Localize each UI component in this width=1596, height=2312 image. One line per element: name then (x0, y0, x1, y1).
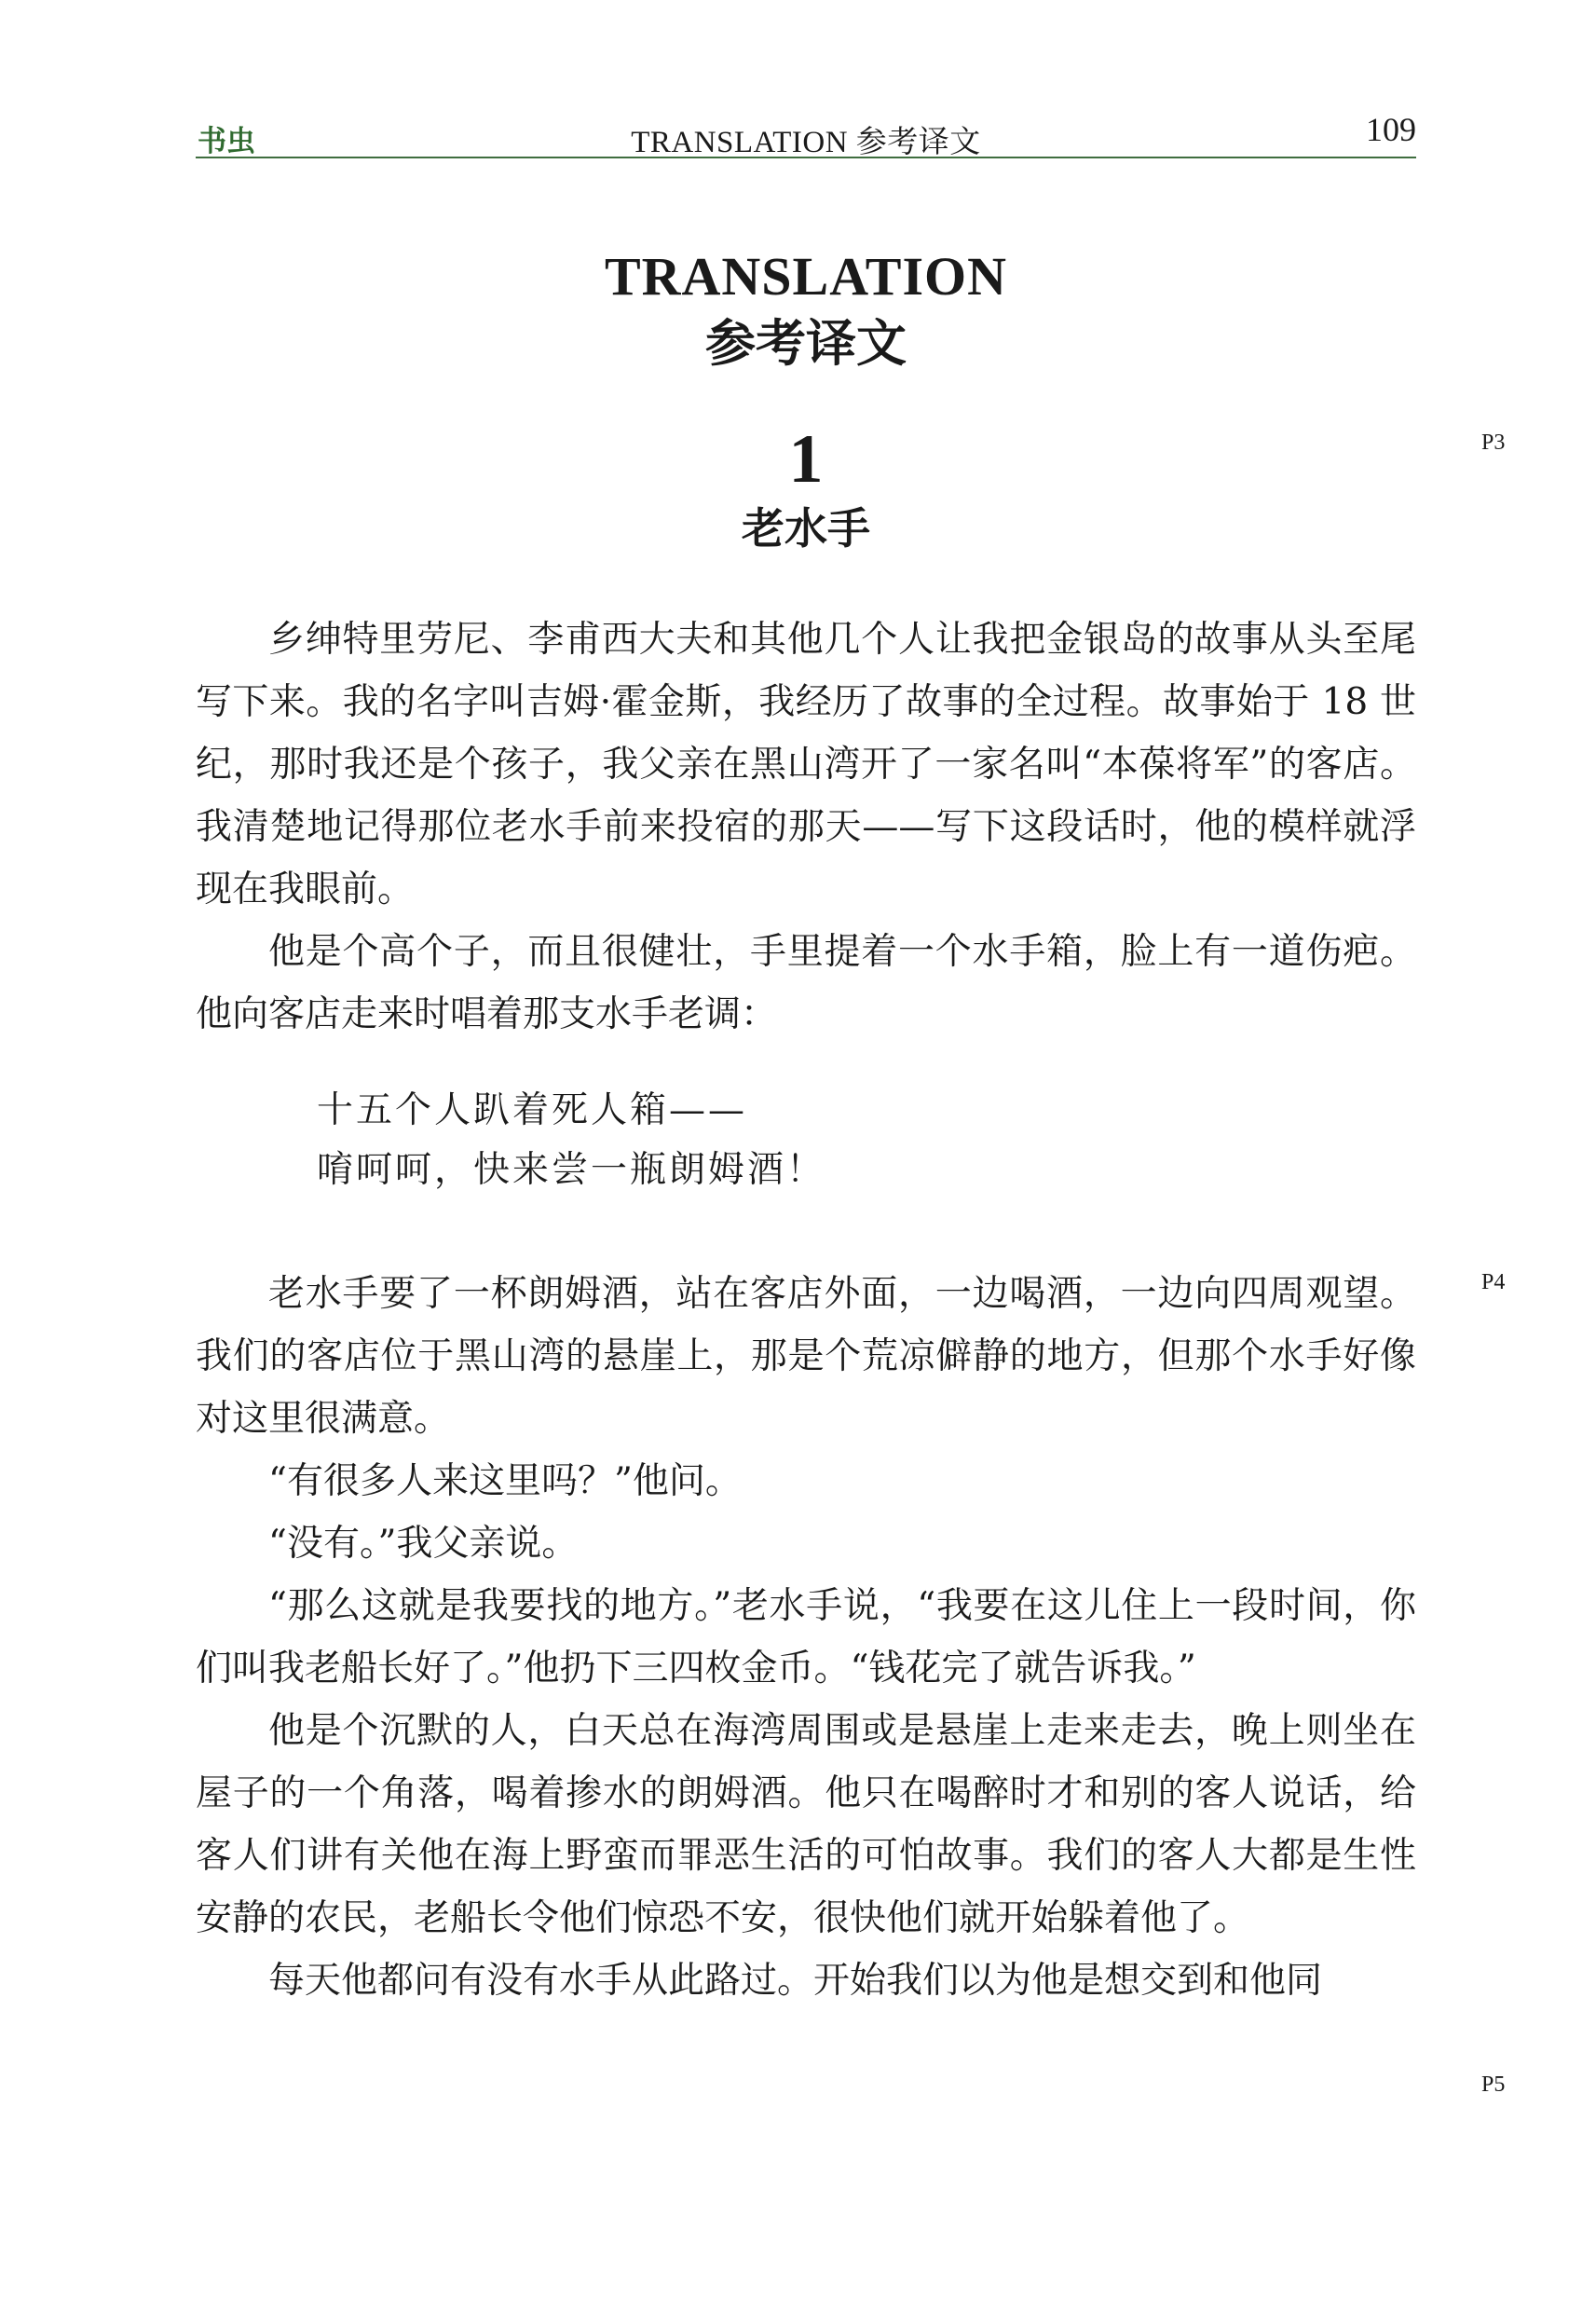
page-number: 109 (1366, 111, 1416, 148)
running-header (196, 110, 1416, 158)
margin-note-p3: P3 (1481, 431, 1506, 455)
verse-line: 唷呵呵，快来尝一瓶朗姆酒！ (317, 1149, 826, 1191)
title-english: TRANSLATION (604, 246, 1008, 307)
paragraph: 他是个高个子，而且很健壮，手里提着一个水手箱，脸上有一道伤疤。他向客店走来时唱着那支水手老调： (196, 931, 1416, 1035)
paragraph: 他是个沉默的人，白天总在海湾周围或是悬崖上走来走去，晚上则坐在屋子的一个角落，喝着掺水的朗姆酒。他只在喝醉时才和别的客人说话，给客人们讲有关他在海上野蛮而罪恶生活的可怕故事。我们的客人大都是生性安静的农民，老船长令他们惊恐不安，很快他们就开始躲着他了。 (196, 1710, 1416, 1939)
paragraph: 每天他都问有没有水手从此路过。开始我们以为他是想交到和他同 (268, 1960, 1323, 2002)
paragraph: 乡绅特里劳尼、李甫西大夫和其他几个人让我把金银岛的故事从头至尾写下来。我的名字叫吉姆·霍金斯，我经历了故事的全过程。故事始于 18 世纪，那时我还是个孩子，我父亲在黑山湾开了一家名叫“本葆将军”的客店。我清楚地记得那位老水手前来投宿的那天——写下这段话时，他的模样就浮现在我眼前。 (196, 619, 1416, 910)
chapter-title: 老水手 (742, 503, 870, 554)
paragraph: 老水手要了一杯朗姆酒，站在客店外面，一边喝酒，一边向四周观望。我们的客店位于黑山湾的悬崖上，那是个荒凉僻静的地方，但那个水手好像对这里很满意。 (196, 1273, 1416, 1440)
body-text-top (196, 609, 1416, 1046)
running-title: TRANSLATION 参考译文 (631, 126, 981, 159)
series-brand: 书虫 (198, 125, 255, 158)
paragraph: “有很多人来这里吗？”他问。 (268, 1460, 742, 1502)
verse-line: 十五个人趴着死人箱—— (317, 1089, 748, 1131)
margin-note-p5: P5 (1481, 2073, 1506, 2097)
paragraph: “那么这就是我要找的地方。”老水手说，“我要在这儿住上一段时间，你们叫我老船长好了。”他扔下三四枚金币。“钱花完了就告诉我。” (196, 1585, 1416, 1690)
paragraph: “没有。”我父亲说。 (268, 1523, 579, 1565)
title-chinese: 参考译文 (705, 314, 907, 373)
margin-note-p4: P4 (1481, 1270, 1506, 1294)
song-verse (317, 1081, 825, 1200)
chapter-number: 1 (788, 421, 824, 498)
body-text-bottom (196, 1263, 1416, 2012)
